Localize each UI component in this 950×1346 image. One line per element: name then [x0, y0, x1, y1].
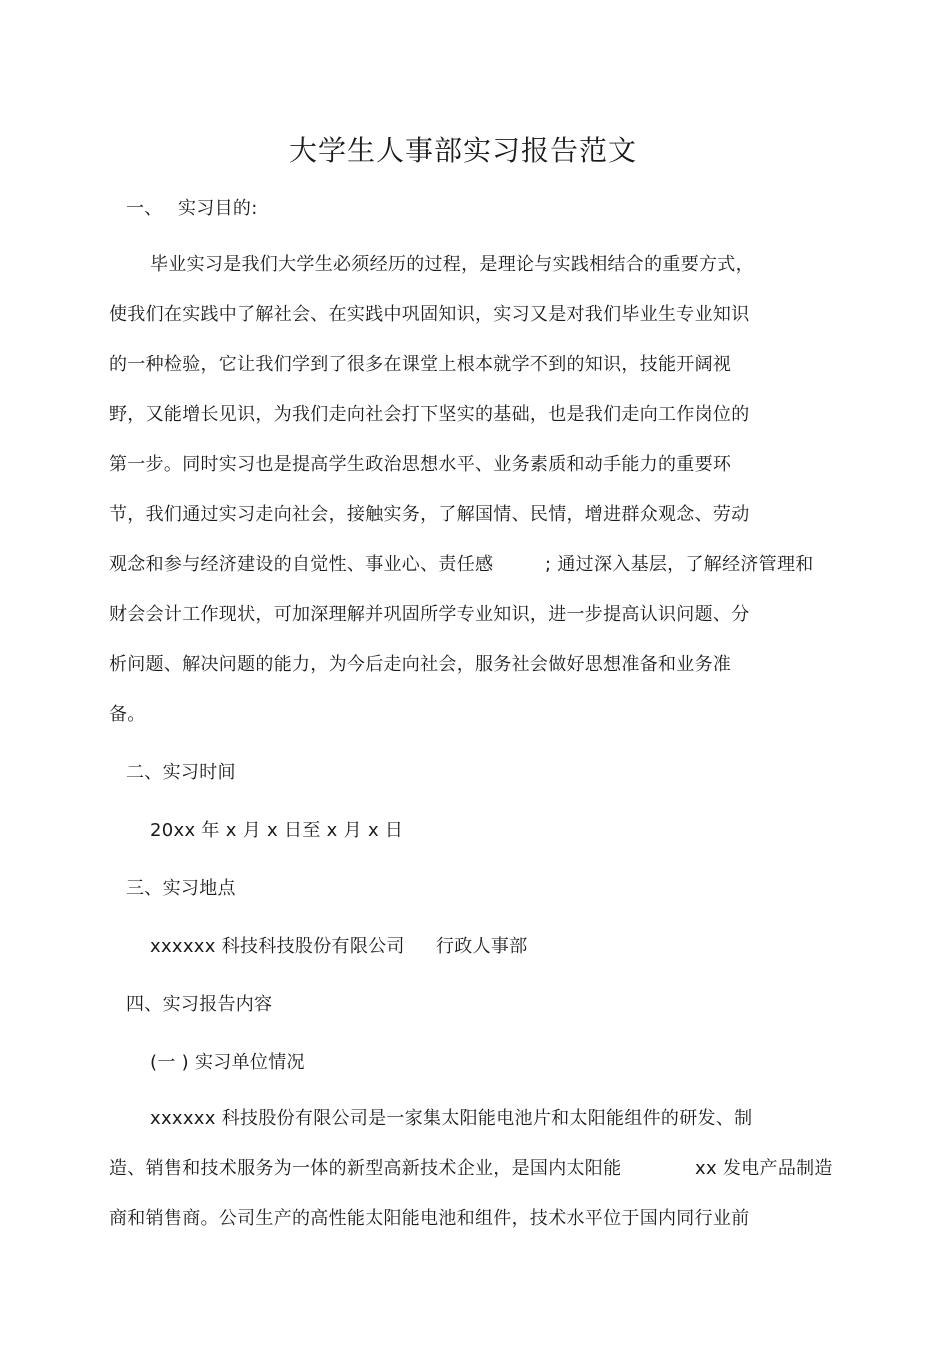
paragraph-line: xx 发电产品制造: [695, 1158, 833, 1179]
paragraph-line: xxxxxx 科技股份有限公司是一家集太阳能电池片和太阳能组件的研发、制: [150, 1108, 753, 1129]
section-3-heading: 三、实习地点: [126, 878, 236, 899]
paragraph-line: 观念和参与经济建设的自觉性、事业心、责任感: [109, 554, 494, 575]
document-title: 大学生人事部实习报告范文: [288, 134, 637, 167]
section-1-heading: 实习目的:: [178, 198, 258, 219]
paragraph-line: 财会会计工作现状，可加深理解并巩固所学专业知识，进一步提高认识问题、分: [109, 604, 750, 625]
paragraph-line: 的一种检验，它让我们学到了很多在课堂上根本就学不到的知识，技能开阔视: [109, 354, 732, 375]
paragraph-line: ; 通过深入基层，了解经济管理和: [545, 554, 814, 575]
paragraph-line: 第一步。同时实习也是提高学生政治思想水平、业务素质和动手能力的重要环: [109, 454, 732, 475]
paragraph-line: 毕业实习是我们大学生必须经历的过程，是理论与实践相结合的重要方式，: [150, 254, 754, 275]
section-4-heading: 四、实习报告内容: [126, 994, 273, 1015]
internship-department: 行政人事部: [436, 936, 528, 957]
subsection-heading: (一 ) 实习单位情况: [150, 1052, 305, 1073]
paragraph-line: 野，又能增长见识，为我们走向社会打下坚实的基础，也是我们走向工作岗位的: [109, 404, 750, 425]
internship-dates: 20xx 年 x 月 x 日至 x 月 x 日: [150, 820, 404, 841]
paragraph-line: 造、销售和技术服务为一体的新型高新技术企业，是国内太阳能: [109, 1158, 622, 1179]
paragraph-line: 备。: [109, 704, 146, 725]
section-2-heading: 二、实习时间: [126, 762, 236, 783]
paragraph-line: 节，我们通过实习走向社会，接触实务，了解国情、民情，增进群众观念、劳动: [109, 504, 750, 525]
paragraph-line: 析问题、解决问题的能力，为今后走向社会，服务社会做好思想准备和业务准: [109, 654, 732, 675]
paragraph-line: 商和销售商。公司生产的高性能太阳能电池和组件，技术水平位于国内同行业前: [109, 1208, 750, 1229]
paragraph-line: 使我们在实践中了解社会、在实践中巩固知识，实习又是对我们毕业生专业知识: [109, 304, 750, 325]
section-1-number: 一、: [126, 198, 163, 219]
internship-company: xxxxxx 科技科技股份有限公司: [150, 936, 405, 957]
